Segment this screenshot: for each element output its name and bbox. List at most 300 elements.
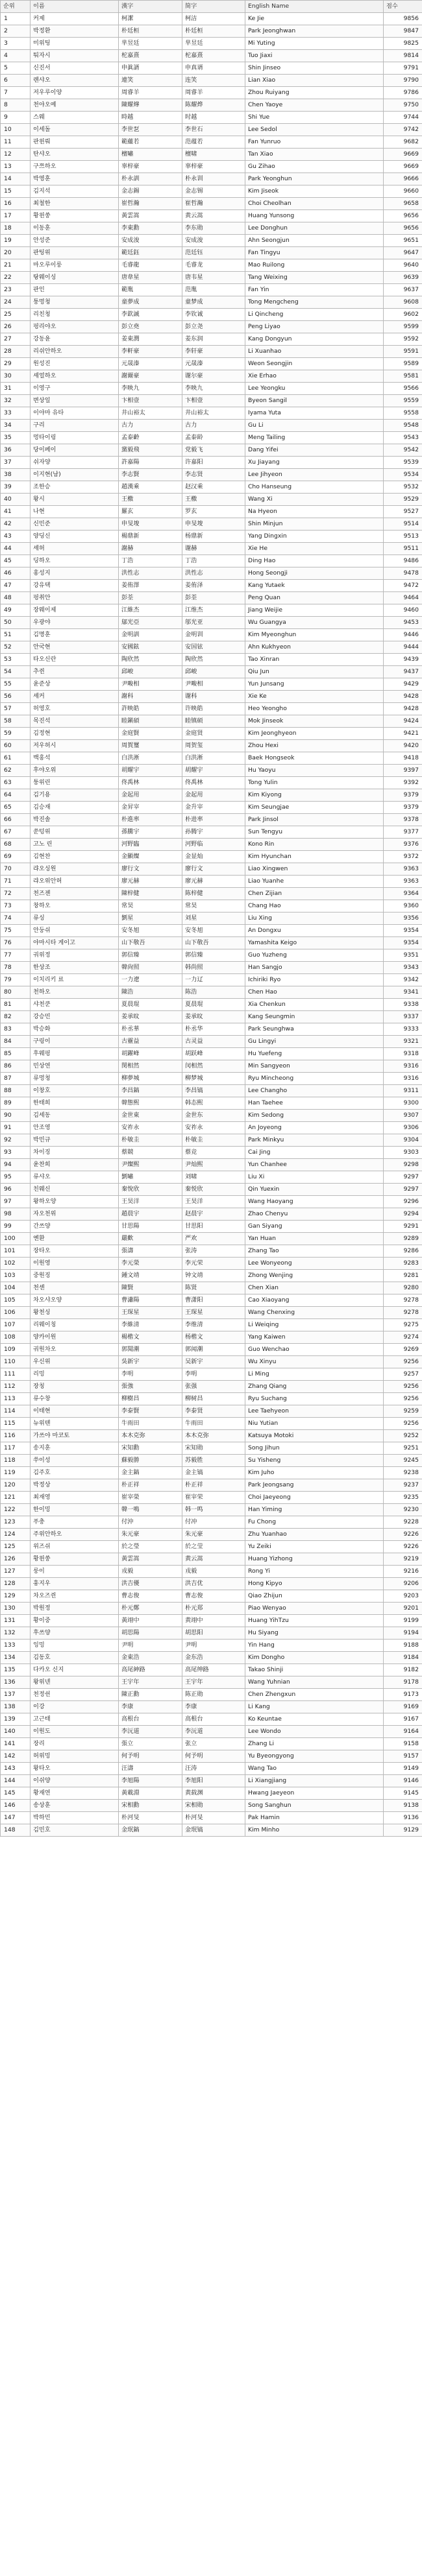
traditional-chinese-cell: 李沅道 bbox=[119, 1726, 182, 1738]
simplified-chinese-cell: 李旭阳 bbox=[182, 1775, 245, 1787]
traditional-chinese-cell: 韓態熙 bbox=[119, 1097, 182, 1110]
score-cell: 9311 bbox=[384, 1085, 422, 1097]
korean-name-cell: 다카오 신지 bbox=[31, 1664, 119, 1676]
table-row bbox=[1, 1652, 422, 1664]
korean-name-cell: 룽이 bbox=[31, 1566, 119, 1578]
english-name-cell: Kang Dongyun bbox=[245, 333, 384, 346]
score-cell: 9548 bbox=[384, 420, 422, 432]
korean-name-cell: 자오천위 bbox=[31, 1208, 119, 1221]
table-row bbox=[1, 309, 422, 321]
simplified-chinese-cell: 元晟溱 bbox=[182, 358, 245, 370]
traditional-chinese-cell: 朴永訓 bbox=[119, 173, 182, 185]
simplified-chinese-cell: 尹畯相 bbox=[182, 678, 245, 691]
english-name-cell: Kono Rin bbox=[245, 839, 384, 851]
simplified-chinese-cell: 安冬旭 bbox=[182, 925, 245, 937]
rank-cell: 38 bbox=[1, 469, 31, 481]
score-cell: 9814 bbox=[384, 50, 422, 62]
korean-name-cell: 왕시 bbox=[31, 494, 119, 506]
traditional-chinese-cell: 謝爾豪 bbox=[119, 370, 182, 383]
score-cell: 9318 bbox=[384, 1048, 422, 1060]
simplified-chinese-cell: 朴正祥 bbox=[182, 1479, 245, 1492]
table-row bbox=[1, 1245, 422, 1258]
table-row bbox=[1, 1134, 422, 1147]
english-name-cell: Zhang Tao bbox=[245, 1245, 384, 1258]
rank-cell: 31 bbox=[1, 383, 31, 395]
rank-cell: 27 bbox=[1, 333, 31, 346]
english-name-cell: Han Yiming bbox=[245, 1504, 384, 1516]
rank-cell: 22 bbox=[1, 272, 31, 284]
korean-name-cell: 쑤이성 bbox=[31, 1455, 119, 1467]
korean-name-cell: 랴오위안허 bbox=[31, 876, 119, 888]
traditional-chinese-cell: 姜侑澤 bbox=[119, 580, 182, 592]
score-cell: 9360 bbox=[384, 900, 422, 912]
english-name-cell: Niu Yutian bbox=[245, 1418, 384, 1430]
table-row bbox=[1, 962, 422, 974]
english-name-cell: Takao Shinji bbox=[245, 1664, 384, 1676]
score-cell: 9321 bbox=[384, 1036, 422, 1048]
simplified-chinese-cell: 闵相然 bbox=[182, 1060, 245, 1073]
korean-name-cell: 안조영 bbox=[31, 1122, 119, 1134]
english-name-cell: Park Seunghwa bbox=[245, 1023, 384, 1036]
korean-name-cell: 목진석 bbox=[31, 715, 119, 728]
korean-name-cell: 천즈젠 bbox=[31, 888, 119, 900]
english-name-cell: Shi Yue bbox=[245, 112, 384, 124]
english-name-cell: Iyama Yuta bbox=[245, 407, 384, 420]
score-cell: 9429 bbox=[384, 678, 422, 691]
score-cell: 9238 bbox=[384, 1467, 422, 1479]
simplified-chinese-cell: 古灵益 bbox=[182, 1036, 245, 1048]
english-name-cell: Kim Myeonghun bbox=[245, 629, 384, 641]
table-row bbox=[1, 629, 422, 641]
score-cell: 9230 bbox=[384, 1504, 422, 1516]
table-row bbox=[1, 1541, 422, 1553]
score-cell: 9651 bbox=[384, 235, 422, 247]
score-cell: 9472 bbox=[384, 580, 422, 592]
traditional-chinese-cell: 付沖 bbox=[119, 1516, 182, 1529]
traditional-chinese-cell: 孫騰宇 bbox=[119, 826, 182, 839]
score-cell: 9341 bbox=[384, 986, 422, 999]
table-row bbox=[1, 469, 422, 481]
simplified-chinese-cell: 王琛星 bbox=[182, 1307, 245, 1319]
korean-name-cell: 고노 린 bbox=[31, 839, 119, 851]
english-name-cell: Kang Yutaek bbox=[245, 580, 384, 592]
korean-name-cell: 김정현 bbox=[31, 728, 119, 740]
traditional-chinese-cell: 李東勳 bbox=[119, 222, 182, 235]
rank-cell: 63 bbox=[1, 777, 31, 789]
english-name-cell: Hong Seongji bbox=[245, 567, 384, 580]
english-name-cell: Li Xiangjiang bbox=[245, 1775, 384, 1787]
english-name-cell: Yun Chanhee bbox=[245, 1159, 384, 1171]
score-cell: 9376 bbox=[384, 839, 422, 851]
score-cell: 9178 bbox=[384, 1676, 422, 1689]
simplified-chinese-cell: 安祚永 bbox=[182, 1122, 245, 1134]
rank-cell: 108 bbox=[1, 1331, 31, 1344]
korean-name-cell: 박원정 bbox=[31, 1603, 119, 1615]
score-cell: 9158 bbox=[384, 1738, 422, 1750]
korean-name-cell: 박하민 bbox=[31, 1812, 119, 1824]
simplified-chinese-cell: 一力辽 bbox=[182, 974, 245, 986]
score-cell: 9656 bbox=[384, 222, 422, 235]
korean-name-cell: 쉬자양 bbox=[31, 457, 119, 469]
english-name-cell: Huang YihTzu bbox=[245, 1615, 384, 1627]
english-name-cell: Lee Wondo bbox=[245, 1726, 384, 1738]
korean-name-cell: 셰얼하오 bbox=[31, 370, 119, 383]
simplified-chinese-cell: 郭闻潮 bbox=[182, 1344, 245, 1356]
score-cell: 9418 bbox=[384, 752, 422, 765]
traditional-chinese-cell: 洪吉優 bbox=[119, 1578, 182, 1590]
korean-name-cell: 간쓰양 bbox=[31, 1221, 119, 1233]
table-row bbox=[1, 555, 422, 567]
simplified-chinese-cell: 李志贤 bbox=[182, 469, 245, 481]
english-name-cell: Hu Yaoyu bbox=[245, 765, 384, 777]
rank-cell: 73 bbox=[1, 900, 31, 912]
score-cell: 9658 bbox=[384, 198, 422, 210]
english-name-cell: Dang Yifei bbox=[245, 444, 384, 457]
traditional-chinese-cell: 李泰賢 bbox=[119, 1405, 182, 1418]
english-name-cell: An Joyeong bbox=[245, 1122, 384, 1134]
traditional-chinese-cell: 胡躍峰 bbox=[119, 1048, 182, 1060]
english-name-cell: Liao Xingwen bbox=[245, 863, 384, 876]
score-cell: 9669 bbox=[384, 161, 422, 173]
korean-name-cell: 커제 bbox=[31, 13, 119, 25]
table-row bbox=[1, 752, 422, 765]
korean-name-cell: 박정상 bbox=[31, 1479, 119, 1492]
score-cell: 9460 bbox=[384, 604, 422, 617]
table-row bbox=[1, 715, 422, 728]
english-name-cell: Mao Ruilong bbox=[245, 259, 384, 272]
traditional-chinese-cell: 洪性志 bbox=[119, 567, 182, 580]
korean-name-cell: 신민준 bbox=[31, 518, 119, 531]
traditional-chinese-cell: 柁嘉熹 bbox=[119, 50, 182, 62]
score-cell: 9825 bbox=[384, 38, 422, 50]
rank-cell: 140 bbox=[1, 1726, 31, 1738]
korean-name-cell: 강유택 bbox=[31, 580, 119, 592]
traditional-chinese-cell: 王檄 bbox=[119, 494, 182, 506]
table-row bbox=[1, 814, 422, 826]
english-name-cell: Hu Yuefeng bbox=[245, 1048, 384, 1060]
table-row bbox=[1, 395, 422, 407]
table-row bbox=[1, 1455, 422, 1467]
rank-cell: 84 bbox=[1, 1036, 31, 1048]
table-row bbox=[1, 112, 422, 124]
table-row bbox=[1, 1048, 422, 1060]
score-cell: 9513 bbox=[384, 531, 422, 543]
korean-name-cell: 딩하오 bbox=[31, 555, 119, 567]
traditional-chinese-cell: 陳耀燁 bbox=[119, 99, 182, 112]
simplified-chinese-cell: 胡跃峰 bbox=[182, 1048, 245, 1060]
score-cell: 9439 bbox=[384, 654, 422, 666]
rank-cell: 77 bbox=[1, 949, 31, 962]
score-cell: 9316 bbox=[384, 1073, 422, 1085]
score-cell: 9256 bbox=[384, 1356, 422, 1368]
score-cell: 9157 bbox=[384, 1750, 422, 1763]
traditional-chinese-cell: 江維杰 bbox=[119, 604, 182, 617]
traditional-chinese-cell: 於之瑩 bbox=[119, 1541, 182, 1553]
traditional-chinese-cell: 時越 bbox=[119, 112, 182, 124]
english-name-cell: Wang Chenxing bbox=[245, 1307, 384, 1319]
english-name-cell: Tao Xinran bbox=[245, 654, 384, 666]
simplified-chinese-cell: 韩态熙 bbox=[182, 1097, 245, 1110]
rank-cell: 4 bbox=[1, 50, 31, 62]
traditional-chinese-cell: 佟禹林 bbox=[119, 777, 182, 789]
rank-cell: 123 bbox=[1, 1516, 31, 1529]
simplified-chinese-cell: 付冲 bbox=[182, 1516, 245, 1529]
column-header-simplified-chinese: 简字 bbox=[182, 1, 245, 13]
korean-name-cell: 이쉬양 bbox=[31, 1775, 119, 1787]
traditional-chinese-cell: 宋知勳 bbox=[119, 1442, 182, 1455]
traditional-chinese-cell: 高根台 bbox=[119, 1713, 182, 1726]
score-cell: 9278 bbox=[384, 1307, 422, 1319]
korean-name-cell: 궈위정 bbox=[31, 949, 119, 962]
english-name-cell: Xia Chenkun bbox=[245, 999, 384, 1011]
english-name-cell: Lian Xiao bbox=[245, 75, 384, 87]
simplified-chinese-cell: 廖元赫 bbox=[182, 876, 245, 888]
score-cell: 9420 bbox=[384, 740, 422, 752]
score-cell: 9428 bbox=[384, 703, 422, 715]
english-name-cell: Ding Hao bbox=[245, 555, 384, 567]
rank-cell: 121 bbox=[1, 1492, 31, 1504]
traditional-chinese-cell: 張強 bbox=[119, 1381, 182, 1393]
table-row bbox=[1, 506, 422, 518]
rank-cell: 87 bbox=[1, 1073, 31, 1085]
traditional-chinese-cell: 尹燦熙 bbox=[119, 1159, 182, 1171]
english-name-cell: Gu Lingyi bbox=[245, 1036, 384, 1048]
table-row bbox=[1, 13, 422, 25]
english-name-cell: Xie He bbox=[245, 543, 384, 555]
korean-name-cell: 저우허시 bbox=[31, 740, 119, 752]
simplified-chinese-cell: 崔宰荣 bbox=[182, 1492, 245, 1504]
simplified-chinese-cell: 谢科 bbox=[182, 691, 245, 703]
table-row bbox=[1, 1664, 422, 1676]
table-row bbox=[1, 1763, 422, 1775]
rank-cell: 46 bbox=[1, 567, 31, 580]
korean-name-cell: 강승민 bbox=[31, 1011, 119, 1023]
rank-cell: 49 bbox=[1, 604, 31, 617]
rank-cell: 29 bbox=[1, 358, 31, 370]
english-name-cell: Piao Wenyao bbox=[245, 1603, 384, 1615]
simplified-chinese-cell: 姜侑泽 bbox=[182, 580, 245, 592]
simplified-chinese-cell: 柯洁 bbox=[182, 13, 245, 25]
score-cell: 9666 bbox=[384, 173, 422, 185]
rank-cell: 115 bbox=[1, 1418, 31, 1430]
english-name-cell: Li Kang bbox=[245, 1701, 384, 1713]
english-name-cell: Peng Quan bbox=[245, 592, 384, 604]
table-row bbox=[1, 444, 422, 457]
score-cell: 9790 bbox=[384, 75, 422, 87]
english-name-cell: Hwang Jaeyeon bbox=[245, 1787, 384, 1800]
korean-name-cell: 궈원차오 bbox=[31, 1344, 119, 1356]
traditional-chinese-cell: 朴正祥 bbox=[119, 1479, 182, 1492]
score-cell: 9660 bbox=[384, 185, 422, 198]
simplified-chinese-cell: 廖行文 bbox=[182, 863, 245, 876]
simplified-chinese-cell: 安成浚 bbox=[182, 235, 245, 247]
rank-cell: 126 bbox=[1, 1553, 31, 1566]
score-cell: 9203 bbox=[384, 1590, 422, 1603]
rank-cell: 143 bbox=[1, 1763, 31, 1775]
table-row bbox=[1, 740, 422, 752]
simplified-chinese-cell: 李东勋 bbox=[182, 222, 245, 235]
score-cell: 9283 bbox=[384, 1258, 422, 1270]
traditional-chinese-cell: 安祚永 bbox=[119, 1122, 182, 1134]
score-cell: 9847 bbox=[384, 25, 422, 38]
score-cell: 9453 bbox=[384, 617, 422, 629]
korean-name-cell: 스웨 bbox=[31, 112, 119, 124]
table-row bbox=[1, 25, 422, 38]
table-row bbox=[1, 1258, 422, 1270]
table-row bbox=[1, 1196, 422, 1208]
rank-cell: 95 bbox=[1, 1171, 31, 1184]
traditional-chinese-cell: 王琛星 bbox=[119, 1307, 182, 1319]
korean-name-cell: 최재영 bbox=[31, 1492, 119, 1504]
korean-name-cell: 이세돌 bbox=[31, 124, 119, 136]
traditional-chinese-cell: 胡思陽 bbox=[119, 1627, 182, 1640]
rank-cell: 36 bbox=[1, 444, 31, 457]
table-row bbox=[1, 1159, 422, 1171]
score-cell: 9791 bbox=[384, 62, 422, 75]
english-name-cell: Han Sangjo bbox=[245, 962, 384, 974]
table-row bbox=[1, 1615, 422, 1627]
traditional-chinese-cell: 黃載淵 bbox=[119, 1787, 182, 1800]
rank-cell: 60 bbox=[1, 740, 31, 752]
simplified-chinese-cell: 李钦诚 bbox=[182, 309, 245, 321]
traditional-chinese-cell: 陳梓健 bbox=[119, 888, 182, 900]
english-name-cell: Lee Wonyeong bbox=[245, 1258, 384, 1270]
simplified-chinese-cell: 郭信臻 bbox=[182, 949, 245, 962]
english-name-cell: Min Sangyeon bbox=[245, 1060, 384, 1073]
score-cell: 9669 bbox=[384, 149, 422, 161]
english-name-cell: Qiao Zhijun bbox=[245, 1590, 384, 1603]
rank-cell: 114 bbox=[1, 1405, 31, 1418]
table-row bbox=[1, 777, 422, 789]
table-row bbox=[1, 691, 422, 703]
column-header-korean-name: 이름 bbox=[31, 1, 119, 13]
rank-cell: 43 bbox=[1, 531, 31, 543]
column-header-traditional-chinese: 漢字 bbox=[119, 1, 182, 13]
simplified-chinese-cell: 谢尔豪 bbox=[182, 370, 245, 383]
table-row bbox=[1, 1713, 422, 1726]
english-name-cell: Huang Yizhong bbox=[245, 1553, 384, 1566]
score-cell: 9237 bbox=[384, 1479, 422, 1492]
table-row bbox=[1, 198, 422, 210]
rank-cell: 106 bbox=[1, 1307, 31, 1319]
table-row bbox=[1, 1603, 422, 1615]
simplified-chinese-cell: 孙腾宇 bbox=[182, 826, 245, 839]
table-row bbox=[1, 87, 422, 99]
traditional-chinese-cell: 高尾紳路 bbox=[119, 1664, 182, 1676]
english-name-cell: Kim Jiseok bbox=[245, 185, 384, 198]
english-name-cell: Zhou Hexi bbox=[245, 740, 384, 752]
rank-cell: 105 bbox=[1, 1294, 31, 1307]
korean-name-cell: 차이징 bbox=[31, 1147, 119, 1159]
korean-name-cell: 민상연 bbox=[31, 1060, 119, 1073]
simplified-chinese-cell: 金主镐 bbox=[182, 1467, 245, 1479]
traditional-chinese-cell: 王昊洋 bbox=[119, 1196, 182, 1208]
simplified-chinese-cell: 井山裕太 bbox=[182, 407, 245, 420]
english-name-cell: Cai Jing bbox=[245, 1147, 384, 1159]
traditional-chinese-cell: 黃雲嵩 bbox=[119, 1553, 182, 1566]
score-cell: 9656 bbox=[384, 210, 422, 222]
traditional-chinese-cell: 韓一鳴 bbox=[119, 1504, 182, 1516]
table-row bbox=[1, 1097, 422, 1110]
rank-cell: 137 bbox=[1, 1689, 31, 1701]
english-name-cell: Lee Changho bbox=[245, 1085, 384, 1097]
table-row bbox=[1, 1221, 422, 1233]
traditional-chinese-cell: 檀嘯 bbox=[119, 149, 182, 161]
rank-cell: 125 bbox=[1, 1541, 31, 1553]
simplified-chinese-cell: 李泰贤 bbox=[182, 1405, 245, 1418]
score-cell: 9639 bbox=[384, 272, 422, 284]
table-row bbox=[1, 62, 422, 75]
table-header bbox=[1, 1, 422, 13]
rank-cell: 97 bbox=[1, 1196, 31, 1208]
simplified-chinese-cell: 朱元豪 bbox=[182, 1529, 245, 1541]
traditional-chinese-cell: 古靈益 bbox=[119, 1036, 182, 1048]
rank-cell: 52 bbox=[1, 641, 31, 654]
korean-name-cell: 변상일 bbox=[31, 395, 119, 407]
korean-name-cell: 백홍석 bbox=[31, 752, 119, 765]
korean-name-cell: 류샤오 bbox=[31, 1171, 119, 1184]
korean-name-cell: 당이페이 bbox=[31, 444, 119, 457]
traditional-chinese-cell: 黃雲嵩 bbox=[119, 210, 182, 222]
rank-cell: 57 bbox=[1, 703, 31, 715]
korean-name-cell: 천셴 bbox=[31, 1282, 119, 1294]
rank-cell: 39 bbox=[1, 481, 31, 494]
rank-cell: 129 bbox=[1, 1590, 31, 1603]
korean-name-cell: 김기용 bbox=[31, 789, 119, 802]
simplified-chinese-cell: 赵汉乘 bbox=[182, 481, 245, 494]
table-row bbox=[1, 50, 422, 62]
rank-cell: 113 bbox=[1, 1393, 31, 1405]
rank-cell: 10 bbox=[1, 124, 31, 136]
table-row bbox=[1, 863, 422, 876]
score-cell: 9566 bbox=[384, 383, 422, 395]
score-cell: 9338 bbox=[384, 999, 422, 1011]
rank-cell: 8 bbox=[1, 99, 31, 112]
simplified-chinese-cell: 尹灿熙 bbox=[182, 1159, 245, 1171]
rank-cell: 79 bbox=[1, 974, 31, 986]
english-name-cell: Xie Erhao bbox=[245, 370, 384, 383]
korean-name-cell: 강동윤 bbox=[31, 333, 119, 346]
table-row bbox=[1, 1676, 422, 1689]
korean-name-cell: 야마시타 게이고 bbox=[31, 937, 119, 949]
simplified-chinese-cell: 彭荃 bbox=[182, 592, 245, 604]
english-name-cell: Hong Kipyo bbox=[245, 1578, 384, 1590]
score-cell: 9591 bbox=[384, 346, 422, 358]
rank-cell: 133 bbox=[1, 1640, 31, 1652]
table-row bbox=[1, 641, 422, 654]
rank-cell: 50 bbox=[1, 617, 31, 629]
simplified-chinese-cell: 王昊洋 bbox=[182, 1196, 245, 1208]
korean-name-cell: 신진서 bbox=[31, 62, 119, 75]
simplified-chinese-cell: 何予明 bbox=[182, 1750, 245, 1763]
rank-cell: 91 bbox=[1, 1122, 31, 1134]
table-row bbox=[1, 272, 422, 284]
korean-name-cell: 가쓰야 마코토 bbox=[31, 1430, 119, 1442]
score-cell: 9146 bbox=[384, 1775, 422, 1787]
korean-name-cell: 왕하오양 bbox=[31, 1196, 119, 1208]
simplified-chinese-cell: 甘思阳 bbox=[182, 1221, 245, 1233]
traditional-chinese-cell: 金珉鎬 bbox=[119, 1824, 182, 1837]
rank-cell: 88 bbox=[1, 1085, 31, 1097]
english-name-cell: Kim Sedong bbox=[245, 1110, 384, 1122]
english-name-cell: Lee Taehyeon bbox=[245, 1405, 384, 1418]
score-cell: 9354 bbox=[384, 937, 422, 949]
english-name-cell: Qiu Jun bbox=[245, 666, 384, 678]
traditional-chinese-cell: 尹畯相 bbox=[119, 678, 182, 691]
table-row bbox=[1, 1270, 422, 1282]
traditional-chinese-cell: 本木克弥 bbox=[119, 1430, 182, 1442]
rank-cell: 103 bbox=[1, 1270, 31, 1282]
